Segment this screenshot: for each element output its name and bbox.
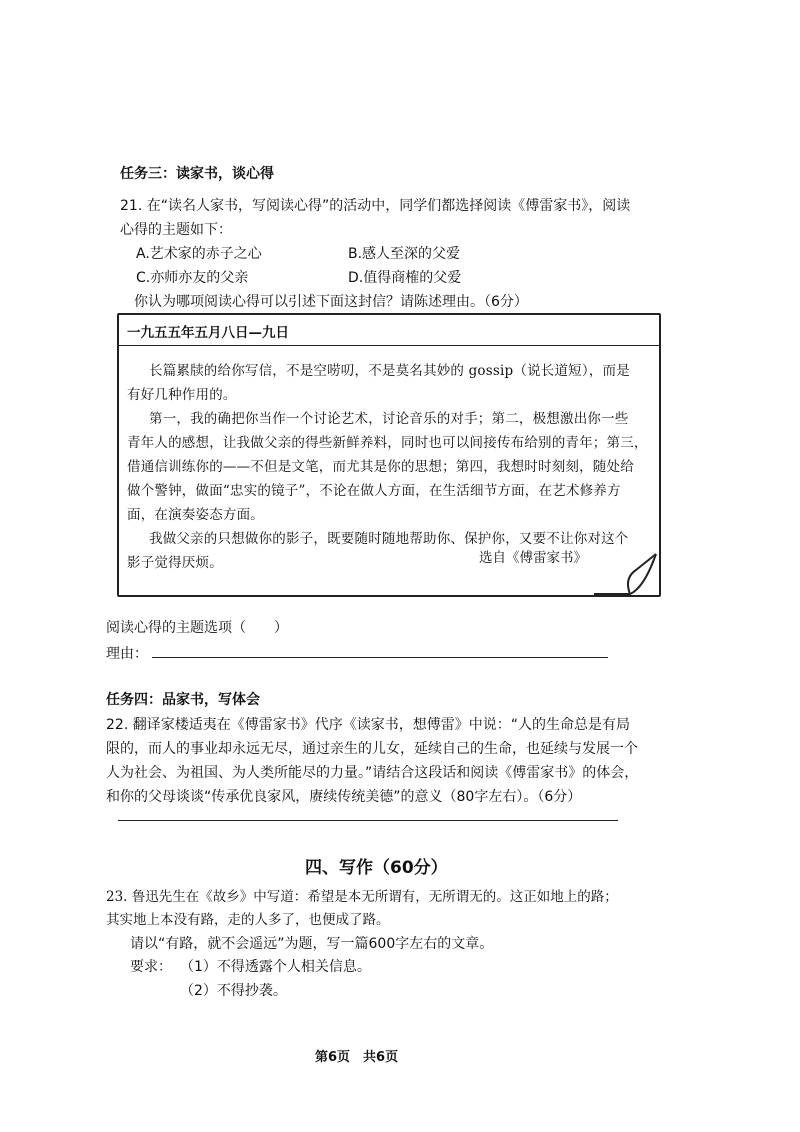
letter-date: 一九五五年五月八日—九日: [127, 325, 289, 341]
q22-line: 限的，而人的事业却永远无尽，通过亲生的儿女，延续自己的生命，也延续与发展一个: [106, 741, 638, 757]
task3-heading: 任务三：读家书，谈心得: [120, 166, 274, 182]
q21-option-d: D.值得商榷的父爱: [348, 270, 462, 286]
letter-line: 有好几种作用的。: [127, 387, 237, 403]
answer-reason-label: 理由：: [106, 646, 148, 662]
answer-theme-label: 阅读心得的主题选项（ ）: [106, 620, 288, 636]
q23-instruction: 请以“有路，就不会遥远”为题，写一篇600字左右的文章。: [130, 936, 494, 952]
section4-title: 四、写作（60分）: [305, 858, 448, 878]
q22-line: 和你的父母谈谈“传承优良家风，赓续传统美德”的意义（80字左右）。（6分）: [106, 789, 582, 805]
q21-option-a: A.艺术家的赤子之心: [136, 246, 262, 262]
q22-line: 22. 翻译家楼适夷在《傅雷家书》代序《读家书，想傅雷》中说：“人的生命总是有局: [106, 717, 630, 733]
q22-answer-line[interactable]: [118, 820, 618, 821]
letter-line: 长篇累牍的给你写信，不是空唠叨，不是莫名其妙的 gossip（说长道短），而是: [149, 363, 630, 379]
q21-prompt: 你认为哪项阅读心得可以引述下面这封信？请陈述理由。（6分）: [134, 294, 528, 310]
answer-reason-line[interactable]: [152, 657, 608, 658]
q21-option-b: B.感人至深的父爱: [348, 246, 461, 262]
letter-line: 做个警钟，做面“忠实的镜子”，不论在做人方面，在生活细节方面，在艺术修养方: [127, 483, 621, 499]
requirement-2: （2）不得抄袭。: [180, 983, 287, 999]
letter-line: 第一，我的确把你当作一个讨论艺术，讨论音乐的对手；第二，极想激出你一些: [149, 411, 629, 427]
letter-date-divider: [119, 345, 659, 346]
letter-line: 面，在演奏姿态方面。: [127, 507, 264, 523]
letter-card: [117, 313, 661, 597]
requirement-1: （1）不得透露个人相关信息。: [180, 959, 371, 975]
letter-line: 青年人的感想，让我做父亲的得些新鲜养料，同时也可以间接传布给别的青年；第三，: [127, 435, 648, 451]
q23-line1: 23. 鲁迅先生在《故乡》中写道：希望是本无所谓有，无所谓无的。这正如地上的路；: [106, 889, 618, 905]
letter-source: 选自《傅雷家书》: [479, 550, 587, 566]
letter-line: 影子觉得厌烦。: [127, 555, 223, 571]
letter-line: 我做父亲的只想做你的影子，既要随时随地帮助你、保护你，又要不让你对这个: [149, 531, 629, 547]
page-curl-icon: [594, 548, 664, 604]
task4-heading: 任务四：品家书，写体会: [106, 692, 260, 708]
q21-option-c: C.亦师亦友的父亲: [136, 270, 249, 286]
q21-stem-line2: 心得的主题如下：: [120, 222, 232, 238]
page-number: 第6页 共6页: [315, 1050, 399, 1065]
letter-line: 借通信训练你的——不但是文笔，而尤其是你的思想；第四，我想时时刻刻，随处给: [127, 459, 634, 475]
q21-stem-line1: 21. 在“读名人家书，写阅读心得”的活动中，同学们都选择阅读《傅雷家书》，阅读: [120, 198, 631, 214]
requirements-label: 要求：: [130, 959, 172, 975]
q23-line2: 其实地上本没有路，走的人多了，也便成了路。: [106, 912, 390, 928]
q22-line: 人为社会、为祖国、为人类所能尽的力量。”请结合这段话和阅读《傅雷家书》的体会，: [106, 765, 639, 781]
